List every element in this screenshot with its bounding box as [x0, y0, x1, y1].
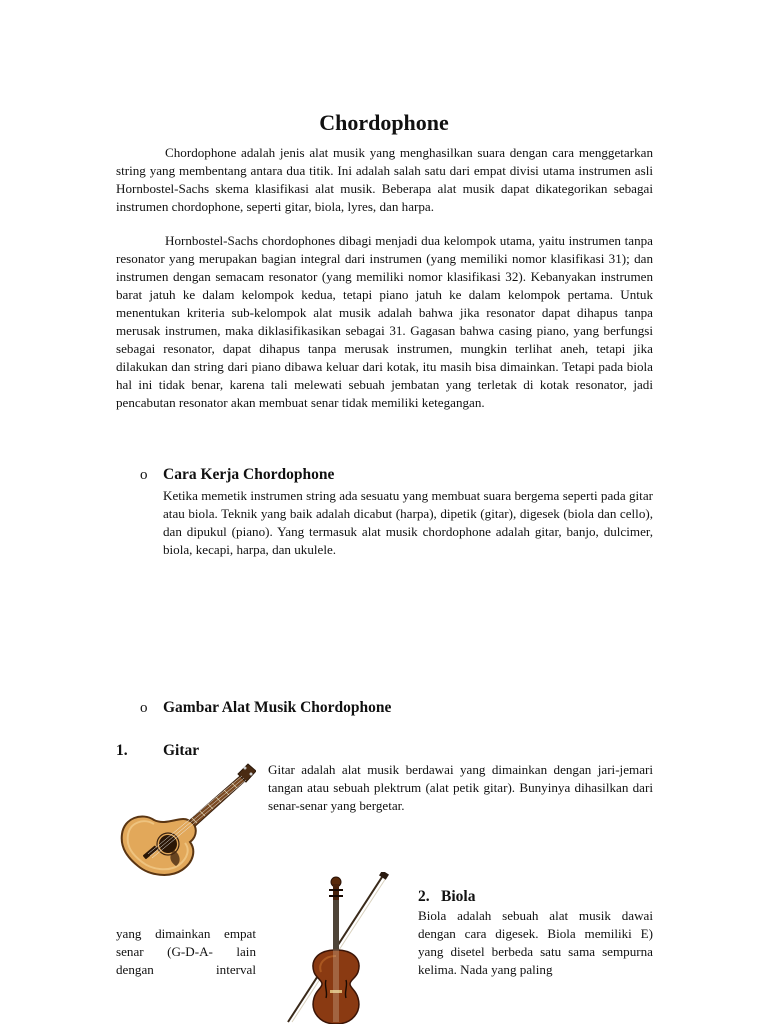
paragraph-classification: Hornbostel-Sachs chordophones dibagi menjadi dua kelompok utama, yaitu instrumen tanpa resonator yang merupakan bagian integral dari instrumen (yang memiliki nomor klasifikasi 31); dan instrumen dengan semacam resonator (yang memiliki nomor klasifikasi 32). Kebanyakan instrumen barat jatuh ke dalam kelompok kedua, tetapi piano jatuh ke dalam kelompok pertama. Untuk menentukan kriteria sub-kelompok alat musik adalah bahwa jika resonator dapat dihapus tanpa merusak instrumen, maka diklasifikasikan sebagai 31. Gagasan bahwa casing piano, yang berfungsi sebagai resonator, dapat dihapus tanpa merusak instrumen, mungkin terlihat aneh, tetapi jika dilakukan dan string dari piano dibawa keluar dari kotak, itu masih bisa dimainkan. Tetapi pada biola hal ini tidak benar, karena tali melewati sebuah jembatan yang terletak di kotak resonator, jadi pencabutan resonator akan membuat senar tidak memiliki ketegangan. — [116, 233, 653, 410]
instrument-description-biola: Biola adalah sebuah alat musik dawai dengan cara digesek. Biola memiliki E) yang disetel berbeda satu sama sempurna kelima. Nada yang paling — [418, 908, 653, 977]
instrument-heading-biola: Biola — [441, 888, 476, 905]
instrument-heading-gitar: Gitar — [163, 742, 200, 759]
paragraph-intro: Chordophone adalah jenis alat musik yang menghasilkan suara dengan cara menggetarkan string yang membentang antara dua titik. Ini adalah salah satu dari empat divisi utama instrumen asli Hornbostel-Sachs skema klasifikasi alat musik. Beberapa alat musik dapat dikategorikan sebagai instrumen chordophone, seperti gitar, biola, lyres, dan harpa. — [116, 145, 653, 214]
instrument-number: 2. — [418, 888, 430, 905]
bullet-marker: o — [140, 467, 148, 483]
instrument-description-gitar: Gitar adalah alat musik berdawai yang dimainkan dengan jari-jemari tangan atau sebuah plektrum (alat petik gitar). Bunyinya dihasilkan dari senar-senar yang bergetar. — [268, 762, 653, 813]
section-body-cara-kerja: Ketika memetik instrumen string ada sesuatu yang membuat suara bergema seperti pada gitar atau biola. Teknik yang baik adalah dicabut (harpa), dipetik (gitar), digesek (biola dan cello), dan dipukul (piano). Yang termasuk alat musik chordophone adalah gitar, banjo, dulcimer, biola, kecapi, harpa, dan ukulele. — [163, 488, 653, 557]
section-heading-gambar: Gambar Alat Musik Chordophone — [163, 699, 392, 716]
instrument-number: 1. — [116, 742, 128, 759]
violin-image — [268, 872, 408, 1024]
page-title: Chordophone — [319, 109, 449, 135]
instrument-description-biola-left: yang dimainkan empat senar (G-D-A- lain dengan interval — [116, 926, 256, 977]
bullet-marker: o — [140, 700, 148, 716]
section-heading-cara-kerja: Cara Kerja Chordophone — [163, 466, 335, 483]
guitar-image — [114, 762, 256, 880]
